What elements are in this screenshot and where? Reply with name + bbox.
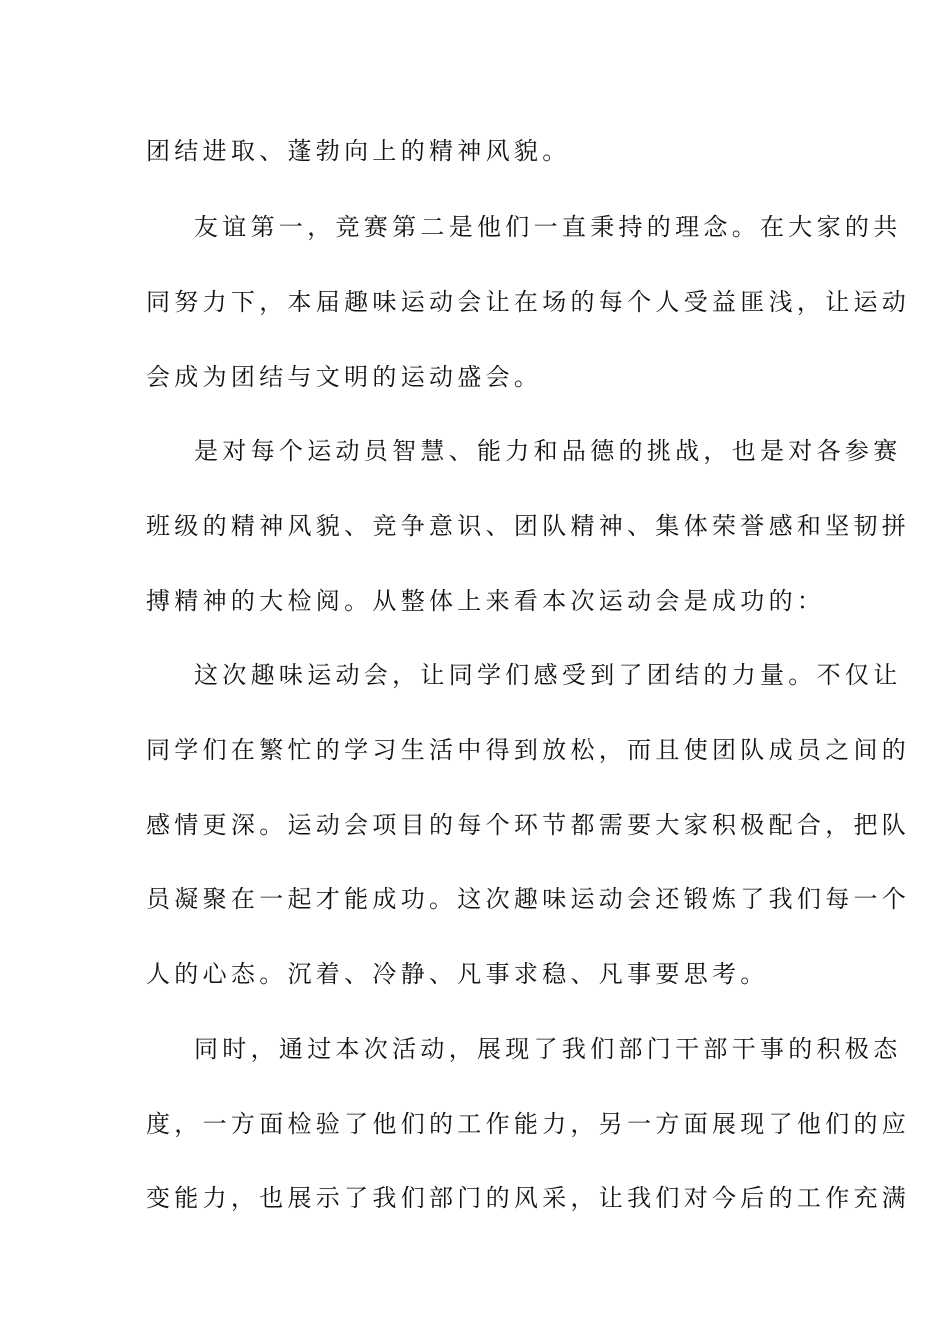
paragraph-3-line-1: 是对每个运动员智慧、能力和品德的挑战，也是对各参赛 bbox=[194, 437, 902, 465]
paragraph-4-line-1: 这次趣味运动会，让同学们感受到了团结的力量。不仅让 bbox=[194, 661, 902, 689]
paragraph-2-line-1: 友谊第一，竞赛第二是他们一直秉持的理念。在大家的共 bbox=[194, 213, 902, 241]
paragraph-4-line-3: 感情更深。运动会项目的每个环节都需要大家积极配合，把队 bbox=[146, 811, 911, 839]
paragraph-3-line-3: 搏精神的大检阅。从整体上来看本次运动会是成功的： bbox=[146, 587, 826, 615]
paragraph-5-line-3: 变能力，也展示了我们部门的风采，让我们对今后的工作充满 bbox=[146, 1184, 911, 1212]
paragraph-2-line-2: 同努力下，本届趣味运动会让在场的每个人受益匪浅，让运动 bbox=[146, 288, 911, 316]
paragraph-1-line-1: 团结进取、蓬勃向上的精神风貌。 bbox=[146, 137, 571, 165]
paragraph-5-line-1: 同时，通过本次活动，展现了我们部门干部干事的积极态 bbox=[194, 1035, 902, 1063]
paragraph-5-line-2: 度，一方面检验了他们的工作能力，另一方面展现了他们的应 bbox=[146, 1110, 911, 1138]
paragraph-4-line-5: 人的心态。沉着、冷静、凡事求稳、凡事要思考。 bbox=[146, 960, 769, 988]
paragraph-4-line-4: 员凝聚在一起才能成功。这次趣味运动会还锻炼了我们每一个 bbox=[146, 885, 911, 913]
paragraph-2-line-3: 会成为团结与文明的运动盛会。 bbox=[146, 363, 543, 391]
paragraph-3-line-2: 班级的精神风貌、竞争意识、团队精神、集体荣誉感和坚韧拼 bbox=[146, 512, 911, 540]
paragraph-4-line-2: 同学们在繁忙的学习生活中得到放松，而且使团队成员之间的 bbox=[146, 736, 911, 764]
